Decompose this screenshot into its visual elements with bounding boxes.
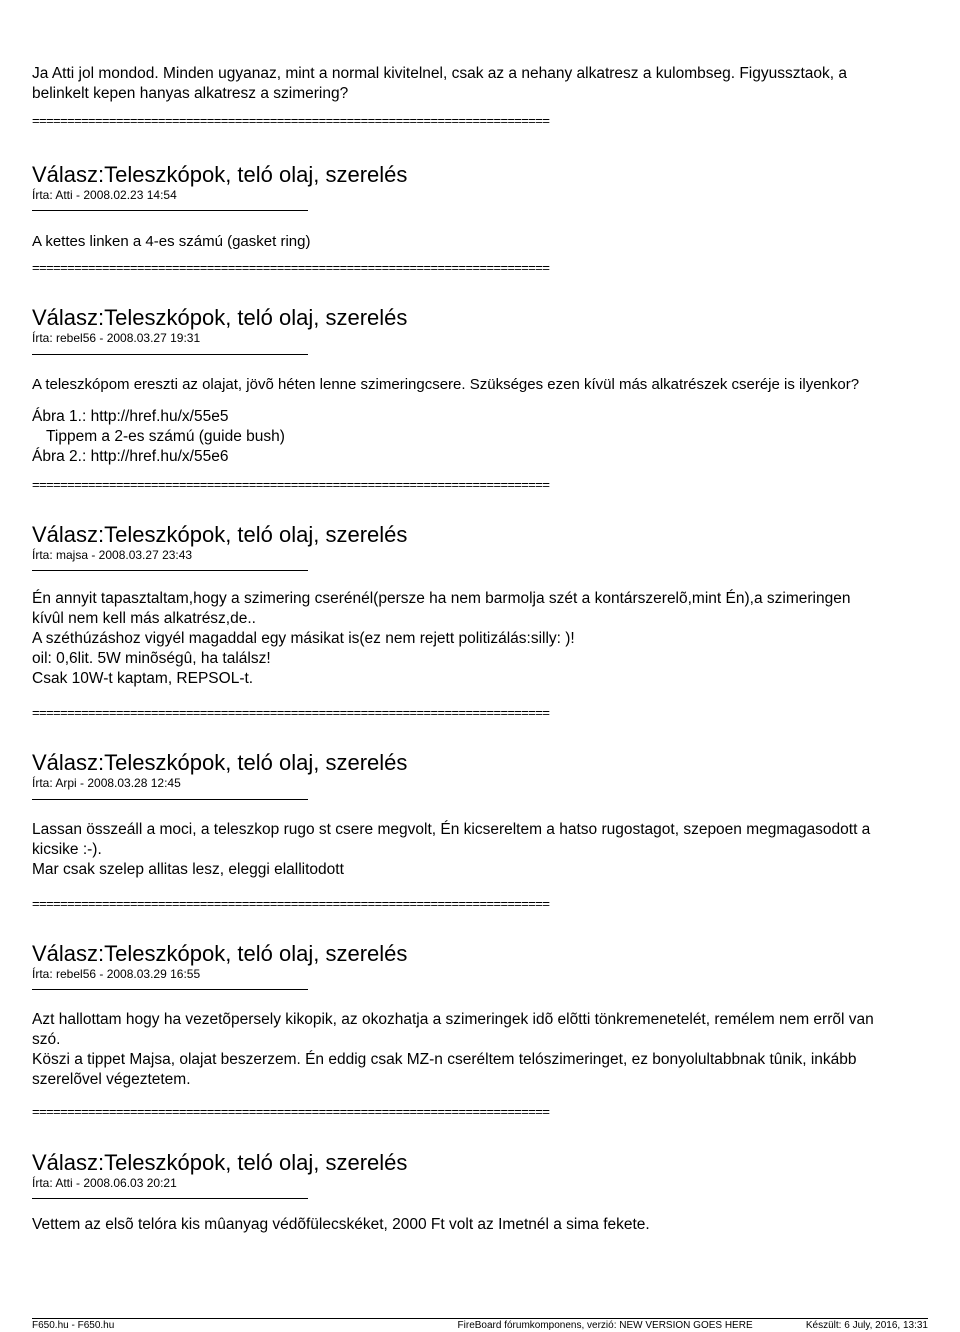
post-body-line: oil: 0,6lit. 5W minõségû, ha találsz!: [32, 650, 271, 667]
post-body-line: kicsike :-).: [32, 841, 102, 858]
post-body-line: A teleszkópom ereszti az olajat, jövõ héten lenne szimeringcsere. Szükséges ezen kívül más alkatrészek cseréje is ilyenkor?: [32, 376, 860, 393]
post-body-line: Köszi a tippet Majsa, olajat beszerzem. Én eddig csak MZ-n cseréltem telószimeringet, ez bonyolultabbnak tûnik, inkább: [32, 1051, 857, 1068]
footer-site: F650.hu - F650.hu: [32, 1320, 115, 1331]
post-title: Válasz:Teleszkópok, teló olaj, szerelés: [32, 522, 408, 547]
post-meta: Írta: rebel56 - 2008.03.29 16:55: [32, 967, 201, 981]
post-meta: Írta: Atti - 2008.06.03 20:21: [32, 1176, 177, 1190]
post-title: Válasz:Teleszkópok, teló olaj, szerelés: [32, 1150, 408, 1175]
post-meta: Írta: Arpi - 2008.03.28 12:45: [32, 776, 181, 790]
post-body-line: Ábra 1.: http://href.hu/x/55e5: [32, 408, 229, 425]
post-body-line: Ábra 2.: http://href.hu/x/55e6: [32, 448, 229, 465]
post-meta: Írta: Atti - 2008.02.23 14:54: [32, 188, 177, 202]
separator: ==========================================================================: [32, 705, 550, 720]
separator: ==========================================================================: [32, 1104, 550, 1119]
post-body-line: Csak 10W-t kaptam, REPSOL-t.: [32, 670, 254, 687]
page-footer: [32, 1318, 928, 1332]
post-body-line: Tippem a 2-es számú (guide bush): [46, 428, 285, 445]
intro-line: belinkelt kepen hanyas alkatresz a szimering?: [32, 85, 349, 102]
post-body-line: Én annyit tapasztaltam,hogy a szimering cserénél(persze ha nem barmolja szét a kontárszerelõ,mint Én),a szimeringen: [32, 590, 851, 607]
post-body-line: Vettem az elsõ telóra kis mûanyag védõfülecskéket, 2000 Ft volt az Imetnél a sima fekete.: [32, 1216, 650, 1233]
post-body-line: Lassan összeáll a moci, a teleszkop rugo st csere megvolt, Én kicsereltem a hatso rugostagot, szepoen megmagasodott a: [32, 821, 871, 838]
post-body-line: kívûl nem kell más alkatrész,de..: [32, 610, 256, 627]
post-body-line: A széthúzáshoz vigyél magaddal egy másikat is(ez nem rejett politizálás:silly: )!: [32, 630, 575, 647]
post-meta: Írta: rebel56 - 2008.03.27 19:31: [32, 331, 201, 345]
post-title: Válasz:Teleszkópok, teló olaj, szerelés: [32, 162, 408, 187]
post-body-line: szó.: [32, 1031, 61, 1048]
post-body-line: Mar csak szelep allitas lesz, eleggi elallitodott: [32, 861, 344, 878]
separator: ==========================================================================: [32, 113, 550, 128]
separator: ==========================================================================: [32, 260, 550, 275]
separator: ==========================================================================: [32, 477, 550, 492]
post-meta: Írta: majsa - 2008.03.27 23:43: [32, 548, 193, 562]
intro-line: Ja Atti jol mondod. Minden ugyanaz, mint a normal kivitelnel, csak az a nehany alkatresz a kulombseg. Figyussztaok, a: [32, 65, 848, 82]
footer-timestamp: Készült: 6 July, 2016, 13:31: [805, 1320, 928, 1331]
document-page: [32, 64, 952, 1235]
post-body-line: A kettes linken a 4-es számú (gasket ring): [32, 233, 311, 250]
post-title: Válasz:Teleszkópok, teló olaj, szerelés: [32, 305, 408, 330]
post-title: Válasz:Teleszkópok, teló olaj, szerelés: [32, 750, 408, 775]
footer-software: FireBoard fórumkomponens, verzió: NEW VERSION GOES HERE: [457, 1320, 753, 1331]
separator: ==========================================================================: [32, 896, 550, 911]
post-title: Válasz:Teleszkópok, teló olaj, szerelés: [32, 941, 408, 966]
post-body-line: szerelõvel végeztetem.: [32, 1071, 191, 1088]
post-body-line: Azt hallottam hogy ha vezetõpersely kikopik, az okozhatja a szimeringek idõ elõtti tönkremenetelét, remélem nem errõl van: [32, 1011, 874, 1028]
